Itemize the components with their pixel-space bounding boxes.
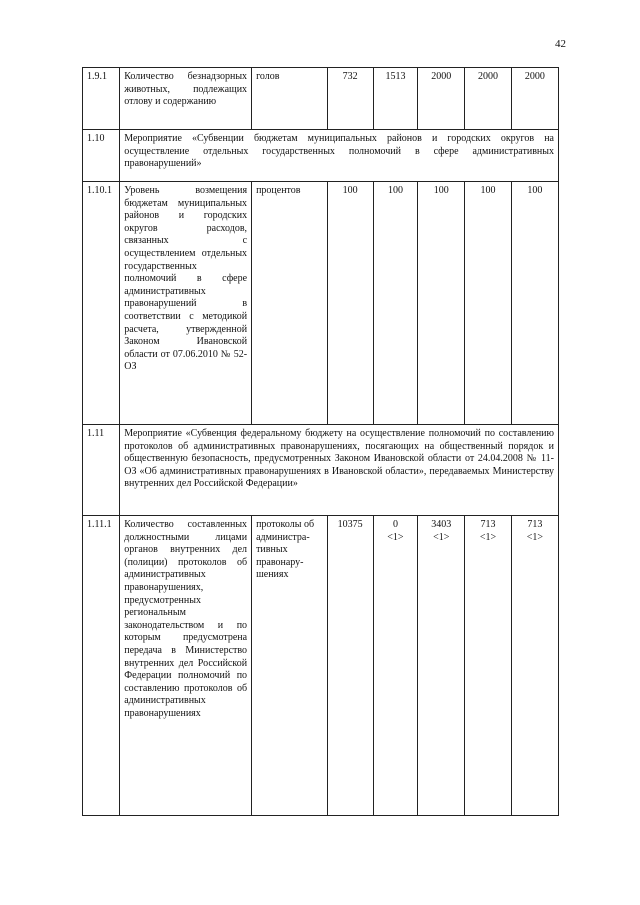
- footnote-ref: <1>: [526, 531, 543, 543]
- value-cell: [373, 516, 417, 816]
- row-number: 1.11: [83, 425, 120, 516]
- value-cell: 100: [418, 182, 465, 425]
- value-cell: 2000: [418, 68, 465, 130]
- value-cell: 100: [465, 182, 511, 425]
- value-cell: 2000: [465, 68, 511, 130]
- value: 713: [480, 519, 496, 530]
- value-cell: [418, 516, 465, 816]
- row-number: 1.9.1: [83, 68, 120, 130]
- unit-of-measure: протоколы об администра-тивных правонару-шениях: [252, 516, 327, 816]
- value-cell: 100: [373, 182, 417, 425]
- unit-of-measure: процентов: [252, 182, 327, 425]
- value-cell: 100: [511, 182, 558, 425]
- value-cell: [327, 516, 373, 816]
- value: 0: [392, 519, 398, 530]
- value-cell: 100: [327, 182, 373, 425]
- value-cell: 2000: [511, 68, 558, 130]
- value-cell: [511, 516, 558, 816]
- table-row: [83, 68, 559, 130]
- footnote-ref: <1>: [433, 531, 450, 543]
- indicator-description: Уровень возмещения бюджетам муниципальных районов и городских округов расходов, связанных с осуществлением отдельных государственных полномочий в сфере административных правонарушений в соответствии с методикой расчета, утвержденной Законом Ивановской области от 07.06.2010 № 52-ОЗ: [120, 182, 252, 425]
- indicators-table: [82, 67, 559, 816]
- measure-title: Мероприятие «Субвенция федеральному бюджету на осуществление полномочий по составлению протоколов об административных правонарушениях, посягающих на общественный порядок и общественную безопасность, предусмотренных Законом Ивановской области от 24.04.2008 № 11-ОЗ «Об административных правонарушениях в Ивановской области», передаваемых Министерству внутренних дел Российской Федерации»: [120, 425, 559, 516]
- value-cell: 732: [327, 68, 373, 130]
- value-cell: [465, 516, 511, 816]
- value: 713: [527, 519, 543, 530]
- indicator-description: Количество безнадзорных животных, подлежащих отлову и содержанию: [120, 68, 252, 130]
- page-number: 42: [555, 38, 566, 50]
- value-cell: 1513: [373, 68, 417, 130]
- measure-title: Мероприятие «Субвенции бюджетам муниципальных районов и городских округов на осуществление отдельных государственных полномочий в сфере административных правонарушений»: [120, 130, 559, 182]
- footnote-ref: <1>: [479, 531, 497, 543]
- table-row: [83, 182, 559, 425]
- value: 3403: [431, 519, 452, 530]
- row-number: 1.10: [83, 130, 120, 182]
- unit-of-measure: голов: [252, 68, 327, 130]
- indicator-description: Количество составленных должностными лицами органов внутренних дел (полиции) протоколов об административных правонарушениях, предусмотренных региональным законодательством и по которым предусмотрена передача в Министерство внутренних дел Российской Федерации полномочий по составлению протоколов об административных правонарушениях: [120, 516, 252, 816]
- table-row: [83, 516, 559, 816]
- footnote-ref: <1>: [387, 531, 404, 543]
- row-number: 1.11.1: [83, 516, 120, 816]
- table-row: [83, 130, 559, 182]
- table-row: [83, 425, 559, 516]
- row-number: 1.10.1: [83, 182, 120, 425]
- value: 10375: [337, 519, 363, 530]
